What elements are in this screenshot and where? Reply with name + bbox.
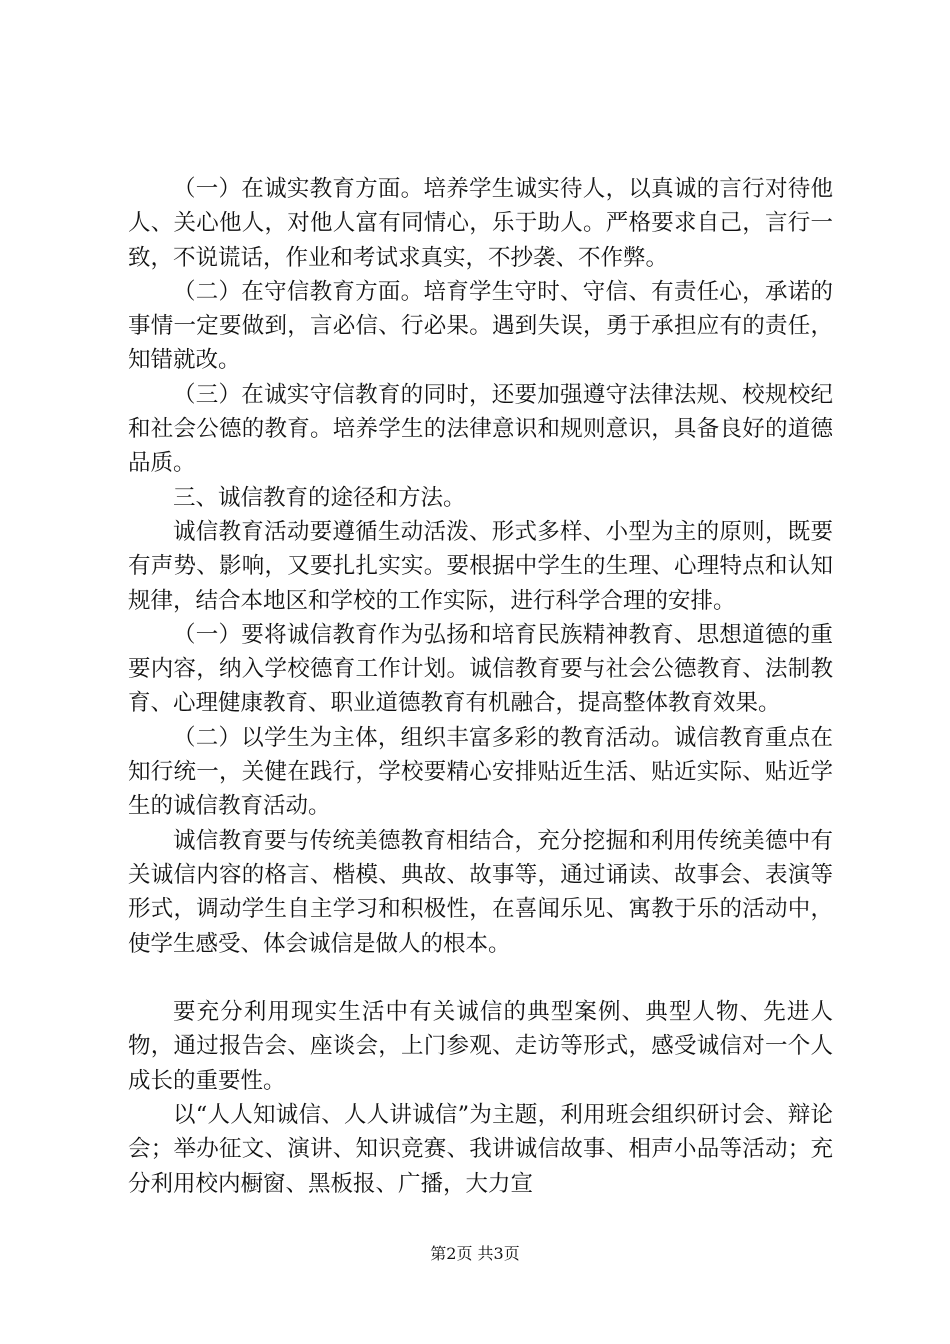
paragraph-activity-principles: 诚信教育活动要遵循生动活泼、形式多样、小型为主的原则，既要有声势、影响，又要扎扎实实。要根据中学生的生理、心理特点和认知规律，结合本地区和学校的工作实际，进行科学合理的安排。 xyxy=(128,518,833,614)
paragraph-theme-activities: 以“人人知诚信、人人讲诚信”为主题，利用班会组织研讨会、辩论会；举办征文、演讲、知识竞赛、我讲诚信故事、相声小品等活动；充分利用校内橱窗、黑板报、广播，大力宣 xyxy=(128,1102,833,1197)
document-body xyxy=(128,172,833,1201)
page-number-footer: 第2页 共3页 xyxy=(430,1244,520,1263)
paragraph-student-activities: （二）以学生为主体，组织丰富多彩的教育活动。诚信教育重点在知行统一，关健在践行，学校要精心安排贴近生活、贴近实际、贴近学生的诚信教育活动。 xyxy=(128,724,833,820)
section-heading-methods: 三、诚信教育的途径和方法。 xyxy=(173,484,466,511)
paragraph-real-cases: 要充分利用现实生活中有关诚信的典型案例、典型人物、先进人物，通过报告会、座谈会，上门参观、走访等形式，感受诚信对一个人成长的重要性。 xyxy=(128,999,833,1094)
paragraph-honesty-education: （一）在诚实教育方面。培养学生诚实待人，以真诚的言行对待他人、关心他人，对他人富有同情心，乐于助人。严格要求自己，言行一致，不说谎话，作业和考试求真实，不抄袭、不作弊。 xyxy=(128,176,833,271)
paragraph-traditional-virtue: 诚信教育要与传统美德教育相结合，充分挖掘和利用传统美德中有关诚信内容的格言、楷模、典故、故事等，通过诵读、故事会、表演等形式，调动学生自主学习和积极性，在喜闻乐见、寓教于乐的活动中，使学生感受、体会诚信是做人的根本。 xyxy=(128,827,833,957)
paragraph-law-education: （三）在诚实守信教育的同时，还要加强遵守法律法规、校规校纪和社会公德的教育。培养学生的法律意识和规则意识，具备良好的道德品质。 xyxy=(128,381,833,477)
paragraph-trust-education: （二）在守信教育方面。培育学生守时、守信、有责任心，承诺的事情一定要做到，言必信、行必果。遇到失误，勇于承担应有的责任，知错就改。 xyxy=(128,278,833,374)
paragraph-blank xyxy=(128,961,833,995)
paragraph-moral-plan: （一）要将诚信教育作为弘扬和培育民族精神教育、思想道德的重要内容，纳入学校德育工作计划。诚信教育要与社会公德教育、法制教育、心理健康教育、职业道德教育有机融合，提高整体教育效果。 xyxy=(128,621,833,717)
